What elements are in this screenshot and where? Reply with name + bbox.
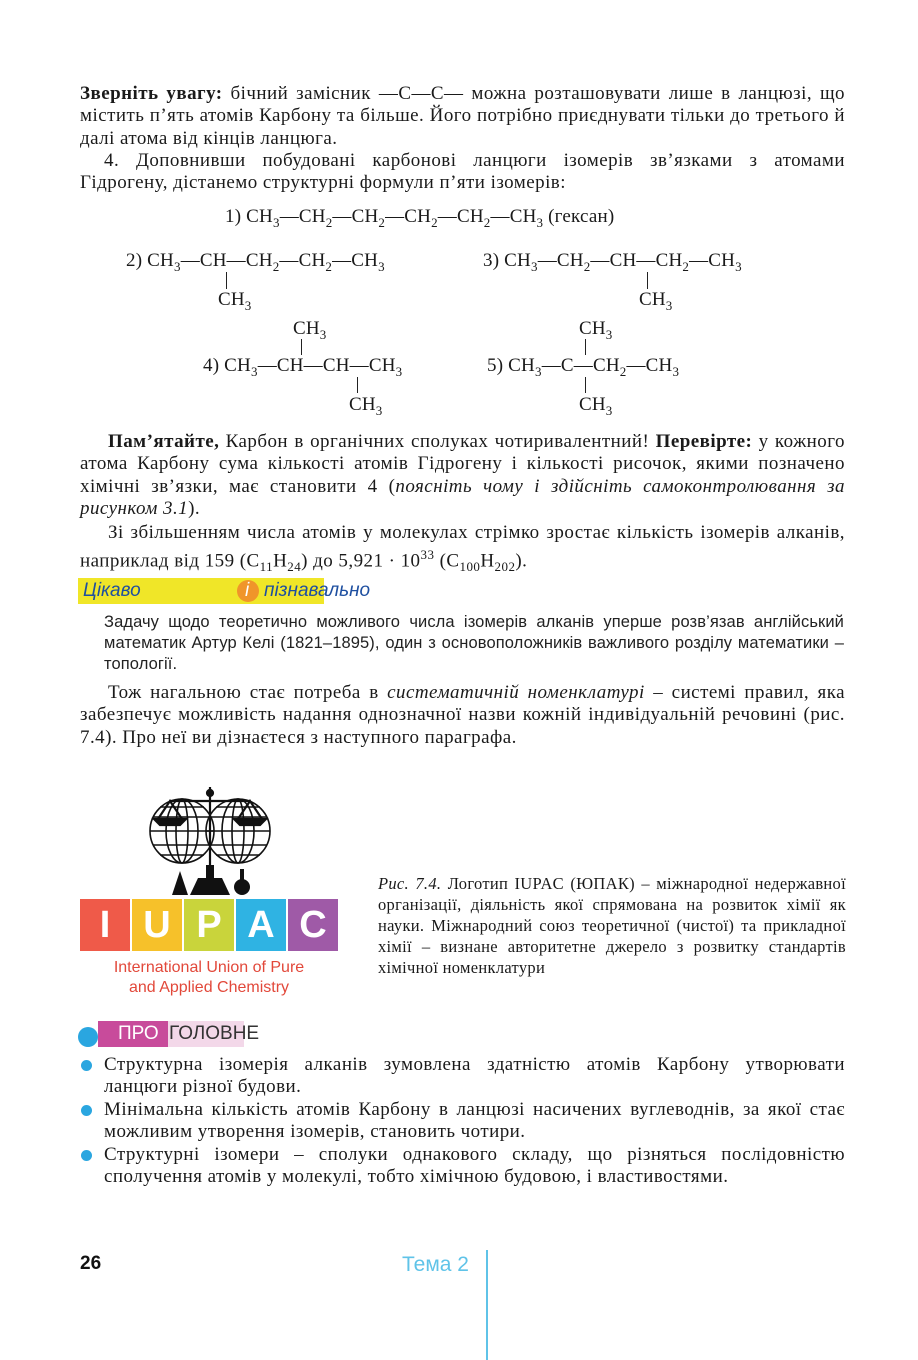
formula-4-top-branch: $CH_3$: [293, 318, 327, 342]
remember-text-c: ).: [188, 498, 201, 520]
iupac-tile-c: [288, 899, 338, 951]
formula-3-bond: [647, 272, 648, 289]
summary-bullet-3: [104, 1144, 845, 1189]
summary-label-1: ПРО: [118, 1023, 159, 1044]
check-label: Перевірте:: [655, 431, 753, 452]
formula-2-branch: $CH_3$: [218, 289, 252, 313]
bullet-icon: [81, 1105, 92, 1116]
formula-1: 1) $CH_3—CH_2—CH_2—CH_2—CH_2—CH_3$ (гексан): [225, 206, 615, 230]
growth-text-c: ) до 5,921 · 10: [301, 550, 421, 572]
summary-bullet-1: [104, 1054, 845, 1099]
growth-text-a: Зі збільшенням числа атомів у молекулах стрімко зростає кількість ізомерів алканів, наприклад від 159 (C: [80, 522, 845, 572]
formula-5-top-branch: $CH_3$: [579, 318, 613, 342]
growth-sup: 33: [420, 547, 435, 563]
growth-text-d: (C: [434, 550, 460, 572]
growth-text-b: H: [273, 550, 288, 572]
nomenclature-text-b: – системі правил, яка забезпечує можливість надання однозначної назви кожній індивідуальній речовині (рис. 7.4). Про неї ви дізнаєтеся з наступного параграфа.: [80, 682, 845, 748]
iupac-tile-a: [236, 899, 286, 951]
substituent-formula: —C—C—: [378, 83, 464, 104]
remember-italic: поясніть чому і здійсніть самоконтролювання за рисунком 3.1: [80, 475, 845, 520]
formula-4-number: 4): [203, 355, 220, 376]
figure-caption: [378, 873, 846, 978]
bullet-3-text: Структурні ізомери – сполуки однакового складу, що різняться послідовністю сполучення атомів у молекулі, тобто хімічною будовою, і властивостями.: [104, 1144, 845, 1188]
paragraph-step-4: [80, 150, 845, 195]
nomenclature-text-a: Тож нагальною стає потреба в: [108, 682, 388, 703]
interesting-banner: [78, 578, 371, 604]
summary-header: [78, 1021, 274, 1047]
formula-2-main: 2) $CH_3—CH—CH_2—CH_2—CH_3$: [126, 250, 385, 274]
bullet-icon: [81, 1150, 92, 1161]
formula-3-main: 3) $CH_3—CH_2—CH—CH_2—CH_3$: [483, 250, 742, 274]
summary-label-2: ГОЛОВНЕ: [169, 1023, 260, 1044]
summary-dot-icon: [78, 1027, 98, 1047]
formula-4-main: 4) $CH_3—CH—CH—CH_3$: [203, 355, 403, 379]
interesting-text: Задачу щодо теоретично можливого числа ізомерів алканів уперше розв’язав англійський математик Артур Келі (1821–1895), один з основоположників важливого розділу математики – топології.: [104, 613, 844, 673]
formula-5-top-bond: [585, 339, 586, 355]
interesting-word-1: Цікаво: [83, 580, 141, 601]
page-number: 26: [80, 1253, 102, 1274]
tile-letter-c: C: [299, 903, 327, 946]
interesting-word-2: і: [245, 580, 250, 601]
topic-label: Тема 2: [402, 1253, 469, 1276]
iupac-tile-u: [132, 899, 182, 951]
tile-letter-u: U: [143, 903, 171, 946]
paragraph-attention: [80, 83, 845, 150]
formula-4-bottom-branch: $CH_3$: [349, 394, 383, 418]
remember-text-b: у кожного атома Карбону сума кількості атомів Гідрогену і кількості рисочок, якими позначено хімічні зв’язки, має становити 4 (: [80, 431, 845, 497]
formula-2-bond: [226, 272, 227, 289]
iupac-tiles: [80, 899, 338, 951]
iupac-full-name: [80, 958, 338, 998]
attention-label: Зверніть увагу:: [80, 83, 223, 104]
interesting-note: [104, 612, 844, 675]
remember-text-a: Карбон в органічних сполуках чотиривалентний!: [219, 431, 656, 452]
paragraph-nomenclature: [80, 682, 845, 749]
growth-sub-1: 11: [259, 559, 274, 575]
remember-label: Пам’ятайте,: [108, 431, 220, 452]
formula-1-name: (гексан): [548, 206, 615, 227]
formula-5-bottom-branch: $CH_3$: [579, 394, 613, 418]
bullet-1-text: Структурна ізомерія алканів зумовлена здатністю атомів Карбону утворювати ланцюги різної будови.: [104, 1054, 845, 1098]
caption-label: Рис. 7.4.: [378, 874, 442, 893]
growth-sub-4: 202: [494, 559, 516, 575]
tile-letter-a: A: [247, 903, 275, 946]
iupac-tile-i: [80, 899, 130, 951]
tile-letter-p: P: [196, 903, 222, 946]
interesting-word-3: пізнавально: [264, 580, 371, 601]
iupac-emblem: [140, 783, 280, 898]
iupac-tile-p: [184, 899, 234, 951]
formula-4-bottom-bond: [357, 377, 358, 393]
growth-text-f: ).: [515, 550, 528, 572]
bullet-2-text: Мінімальна кількість атомів Карбону в ланцюзі насичених вуглеводнів, за якої стає можливим утворення ізомерів, становить чотири.: [104, 1099, 845, 1143]
nomenclature-italic: систематичній номенклатурі: [387, 682, 645, 703]
formula-3-branch: $CH_3$: [639, 289, 673, 313]
footer-divider: [486, 1250, 488, 1360]
formula-3-number: 3): [483, 250, 500, 271]
iupac-name-line-1: International Union of Pure: [113, 959, 305, 976]
formula-4-top-bond: [301, 339, 302, 355]
iupac-name-line-2: and Applied Chemistry: [128, 979, 290, 996]
paragraph-isomer-growth: [80, 522, 845, 579]
formula-2-number: 2): [126, 250, 143, 271]
step-4-text: 4. Доповнивши побудовані карбонові ланцюги ізомерів зв’язками з атомами Гідрогену, дістанемо структурні формули п’яти ізомерів:: [80, 150, 845, 194]
growth-sub-3: 100: [459, 559, 481, 575]
paragraph-remember: [80, 431, 845, 521]
caption-text: Логотип IUPAC (ЮПАК) – міжнародної недержавної організації, діяльність якої спрямована на розвиток хімії як науки. Міжнародний союз теоретичної (чистої) та прикладної хімії – визнане авторитетне джерело з розвитку стандартів хімічної номенклатури: [378, 874, 846, 977]
growth-text-e: H: [480, 550, 495, 572]
attention-text-a: бічний замісник: [222, 83, 379, 104]
formula-1-number: 1): [225, 206, 242, 227]
bullet-icon: [81, 1060, 92, 1071]
formula-5-main: 5) $CH_3—C—CH_2—CH_3$: [487, 355, 680, 379]
formula-5-bottom-bond: [585, 377, 586, 393]
growth-sub-2: 24: [287, 559, 302, 575]
formula-5-number: 5): [487, 355, 504, 376]
tile-letter-i: I: [99, 903, 111, 946]
attention-text-b: можна розташовувати лише в ланцюзі, що містить п’ять атомів Карбону та більше. Його потрібно приєднувати тільки до третього й далі атома від кінців ланцюга.: [80, 83, 845, 149]
summary-bullet-2: [104, 1099, 845, 1144]
